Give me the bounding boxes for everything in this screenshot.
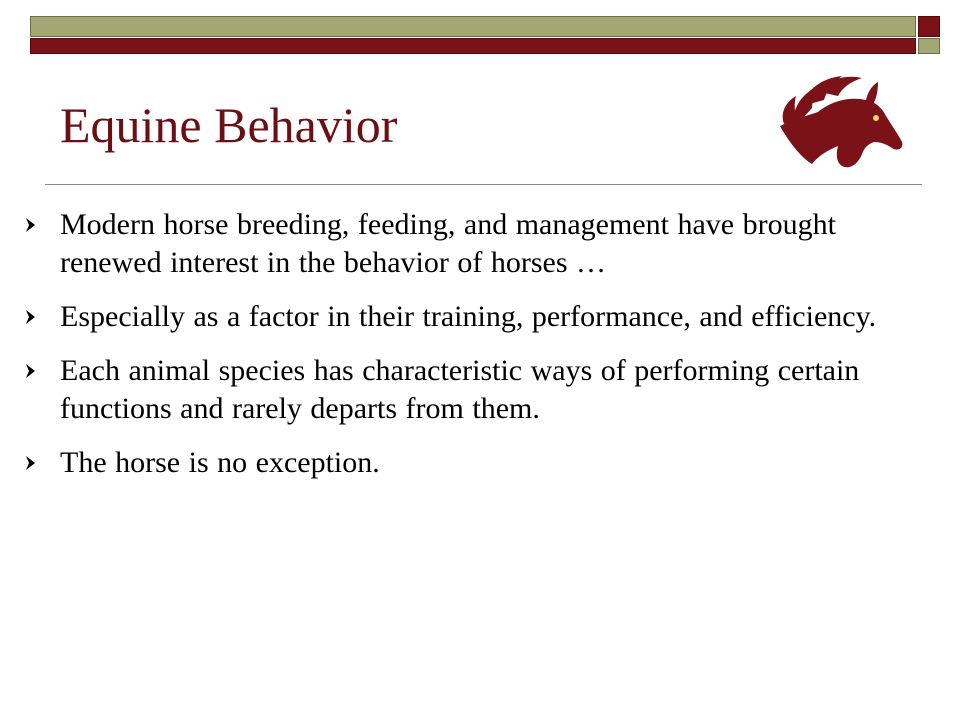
header-bar-maroon (30, 38, 916, 54)
bullet-text: Each animal species has characteristic ways of performing certain functions and rarely departs from them. (60, 354, 860, 425)
arrow-bullet-icon (24, 361, 38, 381)
arrow-bullet-icon (24, 215, 38, 235)
header-bar-olive (30, 16, 916, 37)
bullet-text: Modern horse breeding, feeding, and management have brought renewed interest in the behavior of horses … (60, 208, 836, 279)
header-corner-maroon (918, 16, 940, 37)
bullet-item (24, 352, 934, 428)
bullet-item (24, 298, 934, 336)
slide-title: Equine Behavior (60, 97, 398, 153)
title-divider (45, 184, 922, 185)
horse-head-icon (772, 66, 912, 176)
bullet-item (24, 206, 934, 282)
bullet-item (24, 444, 934, 482)
arrow-bullet-icon (24, 307, 38, 327)
bullet-text: The horse is no exception. (60, 446, 380, 479)
arrow-bullet-icon (24, 453, 38, 473)
bullet-list (24, 206, 934, 498)
header-corner-olive (918, 38, 940, 54)
bullet-text: Especially as a factor in their training, performance, and efficiency. (60, 300, 877, 333)
